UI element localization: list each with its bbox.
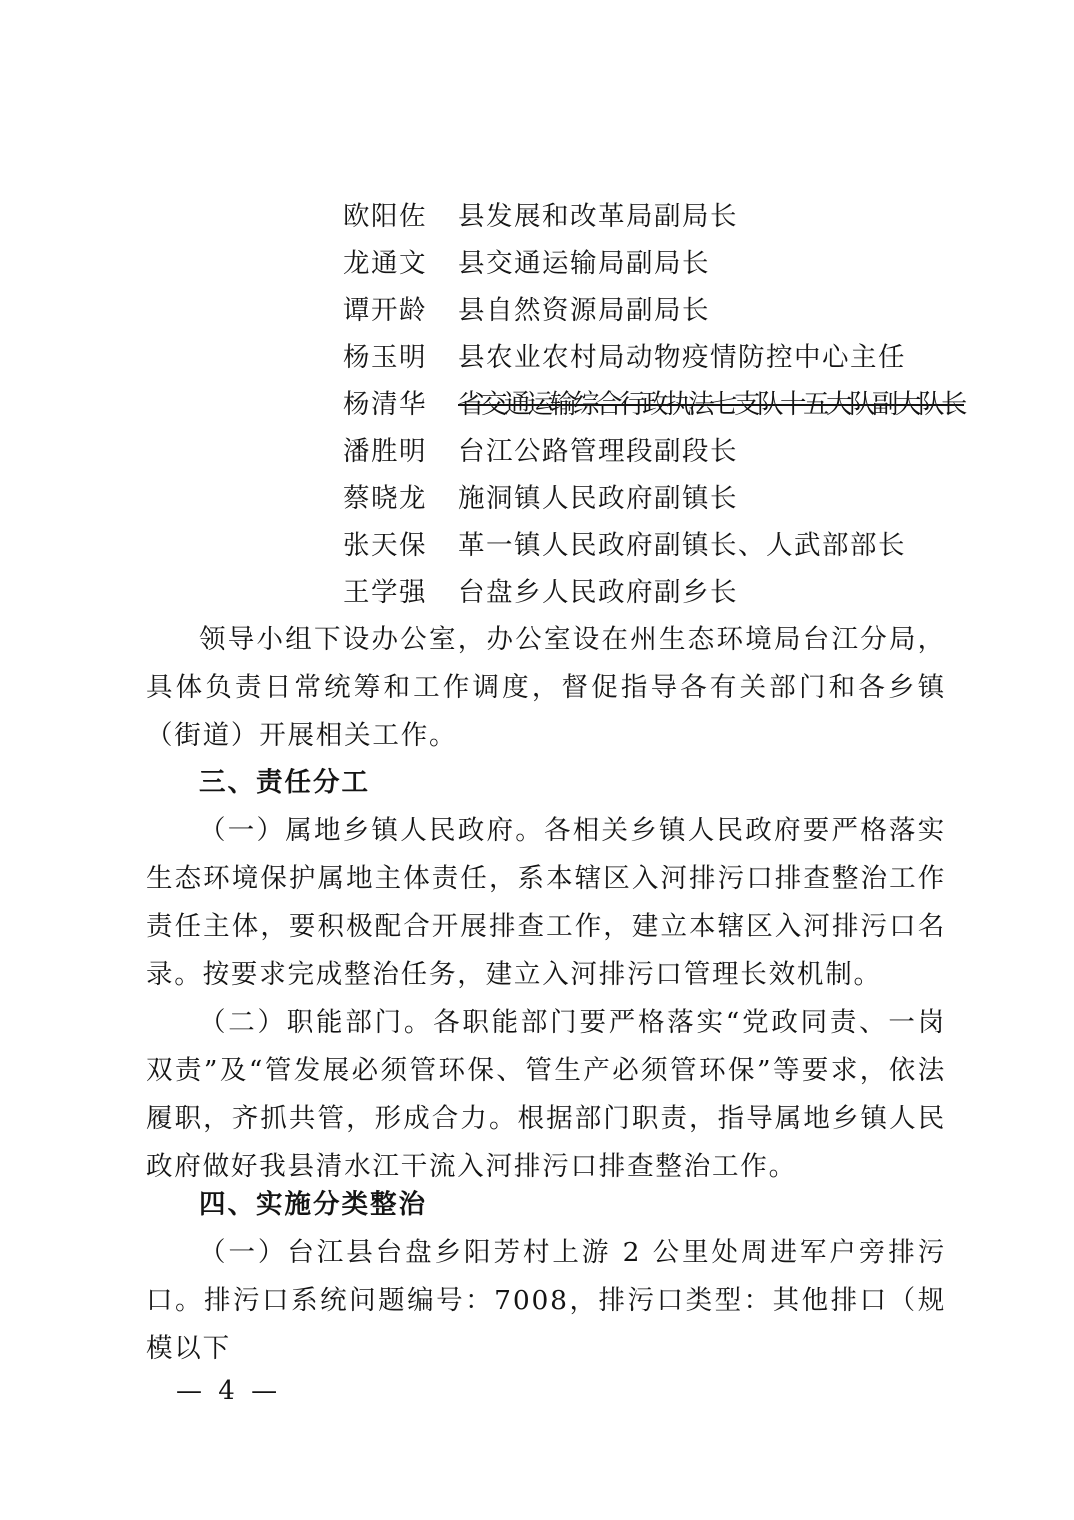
leadership-member-list bbox=[0, 193, 1074, 616]
member-name: 杨玉明 bbox=[343, 342, 427, 373]
member-row bbox=[0, 381, 1074, 428]
member-title: 施洞镇人民政府副镇长 bbox=[458, 483, 738, 514]
member-name: 张天保 bbox=[343, 530, 427, 561]
member-name: 杨清华 bbox=[343, 389, 427, 420]
member-title: 县交通运输局副局长 bbox=[458, 248, 710, 279]
member-row bbox=[0, 193, 1074, 240]
member-title: 县发展和改革局副局长 bbox=[458, 201, 738, 232]
member-name: 龙通文 bbox=[343, 248, 427, 279]
body-paragraph: （二）职能部门。各职能部门要严格落实“党政同责、一岗双责”及“管发展必须管环保、管生产必须管环保”等要求，依法履职，齐抓共管，形成合力。根据部门职责，指导属地乡镇人民政府做好我县清水江干流入河排污口排查整治工作。 bbox=[146, 1007, 946, 1182]
section-heading: 四、实施分类整治 bbox=[199, 1189, 427, 1220]
section-heading: 三、责任分工 bbox=[199, 767, 370, 798]
member-row bbox=[0, 475, 1074, 522]
page-number: — 4 — bbox=[176, 1376, 282, 1406]
member-title: 台江公路管理段副段长 bbox=[458, 436, 738, 467]
member-row bbox=[0, 287, 1074, 334]
member-name: 王学强 bbox=[343, 577, 427, 608]
member-row bbox=[0, 428, 1074, 475]
member-title: 台盘乡人民政府副乡长 bbox=[458, 577, 738, 608]
member-name: 蔡晓龙 bbox=[343, 483, 427, 514]
body-paragraph: （一）属地乡镇人民政府。各相关乡镇人民政府要严格落实生态环境保护属地主体责任，系本辖区入河排污口排查整治工作责任主体，要积极配合开展排查工作，建立本辖区入河排污口名录。按要求完成整治任务，建立入河排污口管理长效机制。 bbox=[146, 815, 946, 990]
body-paragraph: （一）台江县台盘乡阳芳村上游 2 公里处周进军户旁排污口。排污口系统问题编号：7008，排污口类型：其他排口（规模以下 bbox=[146, 1237, 946, 1364]
member-row bbox=[0, 522, 1074, 569]
member-row bbox=[0, 240, 1074, 287]
member-title: 革一镇人民政府副镇长、人武部部长 bbox=[458, 530, 906, 561]
office-paragraph: 领导小组下设办公室，办公室设在州生态环境局台江分局，具体负责日常统筹和工作调度，督促指导各有关部门和各乡镇（街道）开展相关工作。 bbox=[146, 624, 946, 751]
member-title: 县自然资源局副局长 bbox=[458, 295, 710, 326]
member-name: 潘胜明 bbox=[343, 436, 427, 467]
member-row bbox=[0, 569, 1074, 616]
member-name: 谭开龄 bbox=[343, 295, 427, 326]
member-title: 县农业农村局动物疫情防控中心主任 bbox=[458, 342, 906, 373]
member-row bbox=[0, 334, 1074, 381]
member-title: 省交通运输综合行政执法七支队十五大队副大队长 bbox=[458, 389, 964, 420]
member-name: 欧阳佐 bbox=[343, 201, 427, 232]
